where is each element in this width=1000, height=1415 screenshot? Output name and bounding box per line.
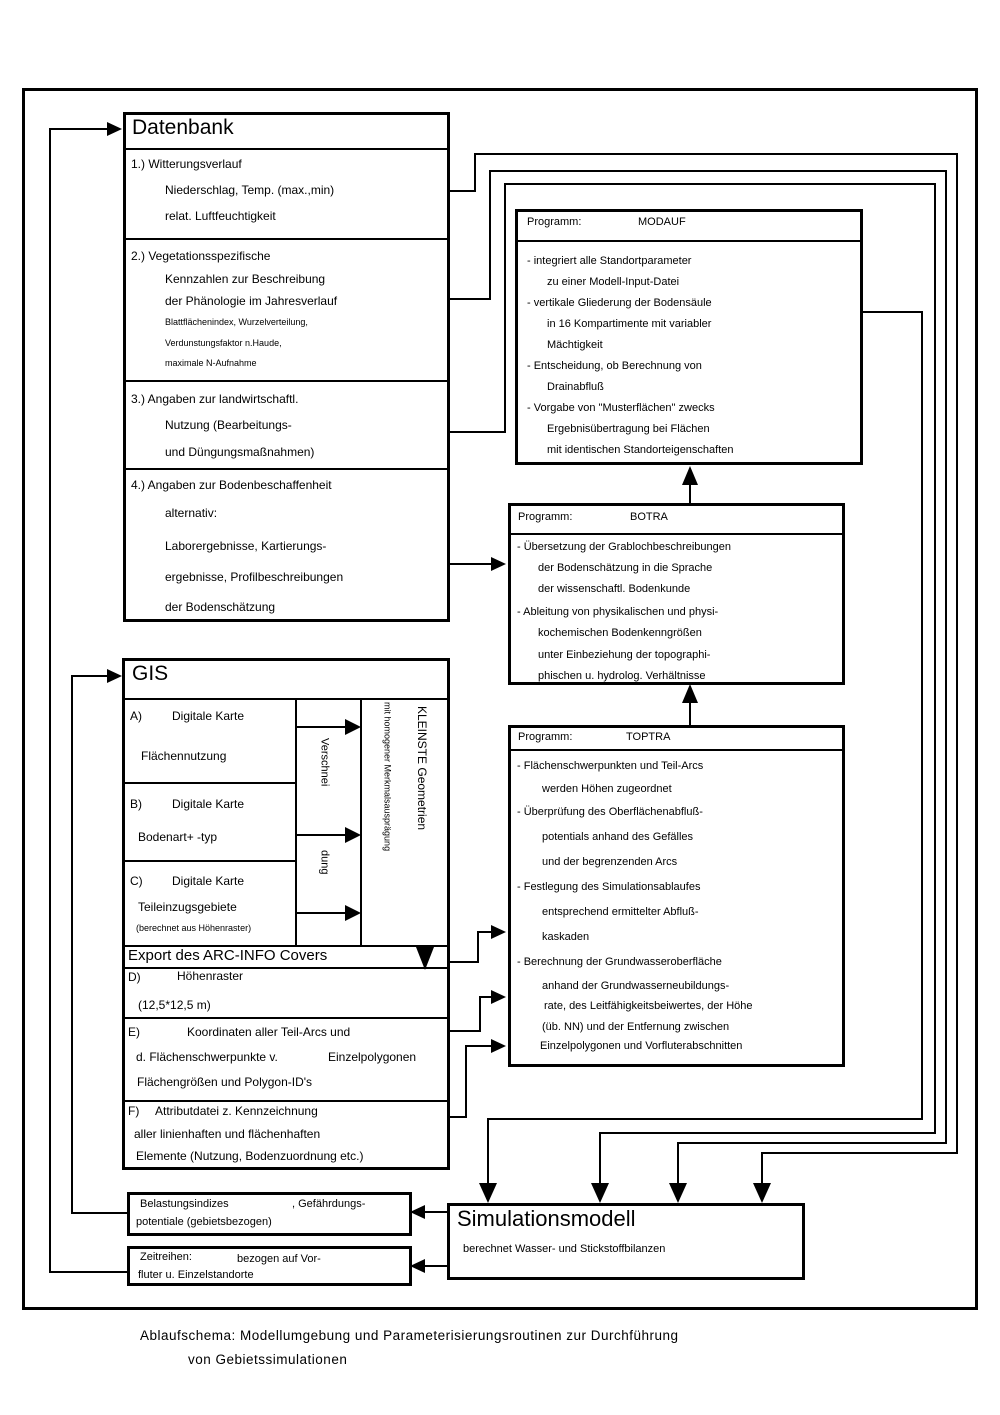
gis-cell-b-line: Digitale Karte (172, 797, 245, 811)
datenbank-sec4-line: alternativ: (165, 506, 218, 520)
gis-cell-b-arrowhead (345, 827, 361, 843)
connector-sim-zeitreihen (423, 1265, 450, 1267)
gis-cell-c-line: Digitale Karte (172, 874, 245, 888)
connector-zeitreihen-datenbank-vertical (49, 128, 51, 1273)
connector-gis-export-b (477, 931, 479, 963)
simulationsmodell-subtitle: berechnet Wasser- und Stickstoffbilanzen (463, 1243, 666, 1255)
datenbank-sec1-line: relat. Luftfeuchtigkeit (165, 209, 276, 223)
toptra-box (508, 725, 845, 1067)
connector-db2-a (450, 298, 491, 300)
diagram-caption-line2: von Gebietssimulationen (188, 1352, 348, 1367)
gis-cell-c-arrowhead (345, 905, 361, 921)
connector-db1-f (761, 1152, 763, 1185)
datenbank-divider-1 (126, 148, 447, 150)
sim-input-arrowhead-4 (753, 1183, 771, 1203)
botra-line: kochemischen Bodenkenngrößen (538, 627, 702, 639)
gis-cell-divider-bc (125, 860, 295, 862)
gis-verschneidung-label: Verschnei (318, 738, 331, 787)
botra-line: - Ableitung von physikalischen und physi- (517, 606, 719, 618)
datenbank-sec4-line: der Bodenschätzung (165, 600, 276, 614)
diagram-caption-line1: Ablaufschema: Modellumgebung und Parameterisierungsroutinen zur Durchführung (140, 1328, 679, 1343)
connector-db3-c (505, 183, 936, 185)
datenbank-divider-4 (126, 468, 447, 470)
sim-input-arrowhead-1 (479, 1183, 497, 1203)
gis-cell-a-line: Digitale Karte (172, 709, 245, 723)
connector-db3-f (599, 1132, 601, 1185)
datenbank-divider-3 (126, 380, 447, 382)
connector-zeitreihen-out (50, 1271, 129, 1273)
toptra-line: kaskaden (542, 931, 590, 943)
datenbank-sec2-line: Kennzahlen zur Beschreibung (165, 272, 326, 286)
datenbank-sec4-line: Laborergebnisse, Kartierungs- (165, 539, 327, 553)
modauf-entry-arrowhead (682, 466, 698, 485)
gis-row-f-tag: F) (128, 1104, 140, 1118)
connector-belastung-out (72, 1212, 127, 1214)
sim-input-arrowhead-3 (669, 1183, 687, 1203)
gis-verschneidung-label: dung (318, 850, 331, 875)
connector-db2-e (678, 1142, 947, 1144)
connector-gis-e-a (450, 1030, 481, 1032)
modauf-title-divider (518, 240, 860, 242)
gis-row-divider-de (125, 1017, 447, 1019)
connector-toptra-botra (689, 702, 691, 726)
gis-cell-a-arrowhead (345, 719, 361, 735)
connector-gis-f-b (465, 1045, 467, 1118)
connector-db2-f (677, 1142, 679, 1185)
datenbank-sec4-line: ergebnisse, Profilbeschreibungen (165, 570, 344, 584)
gis-cell-c-line: Teileinzugsgebiete (138, 900, 237, 914)
gis-cell-c-small: (berechnet aus Höhenraster) (136, 923, 252, 933)
modauf-line: zu einer Modell-Input-Datei (547, 276, 680, 288)
zeitreihen-arrowhead (410, 1259, 425, 1273)
simulationsmodell-title: Simulationsmodell (457, 1206, 636, 1231)
gis-title-divider (125, 698, 447, 700)
gis-cell-b-connector (295, 834, 347, 836)
modauf-line: - integriert alle Standortparameter (527, 255, 692, 267)
datenbank-sec2-small: Verdunstungsfaktor n.Haude, (165, 338, 282, 348)
toptra-title-divider (511, 749, 842, 751)
connector-db3-e (600, 1132, 936, 1134)
botra-bottom-arrowhead (682, 684, 698, 703)
modauf-line: Mächtigkeit (547, 339, 603, 351)
connector-db3-a (450, 431, 506, 433)
connector-db2-b (489, 170, 491, 300)
toptra-line: und der begrenzenden Arcs (542, 856, 678, 868)
toptra-line: anhand der Grundwasserneubildungs- (542, 980, 730, 992)
datenbank-sec4-line: 4.) Angaben zur Bodenbeschaffenheit (131, 478, 332, 492)
gis-merkmal-label: mit homogener Merkmalsausprägung (382, 702, 393, 852)
datenbank-sec2-small: maximale N-Aufnahme (165, 358, 257, 368)
sim-input-arrowhead-2 (591, 1183, 609, 1203)
connector-gis-entry (72, 675, 110, 677)
toptra-line: Einzelpolygonen und Vorfluterabschnitten (540, 1040, 743, 1052)
datenbank-entry-arrowhead (107, 122, 122, 136)
connector-gis-f-c (466, 1045, 493, 1047)
gis-row-e-line: Einzelpolygonen (328, 1050, 417, 1064)
datenbank-sec3-line: und Düngungsmaßnahmen) (165, 445, 315, 459)
botra-line: unter Einbeziehung der topographi- (538, 649, 711, 661)
gis-row-f-line: aller linienhaften und flächenhaften (134, 1127, 321, 1141)
gis-cell-c-connector (295, 912, 347, 914)
gis-row-d-line: Höhenraster (177, 969, 244, 983)
modauf-line: Ergebnisübertragung bei Flächen (547, 423, 710, 435)
toptra-program-label: Programm: (518, 731, 573, 743)
connector-sim-belastung (423, 1211, 450, 1213)
belastungsindizes-line: Belastungsindizes (140, 1198, 229, 1210)
connector-db1-e (762, 1152, 958, 1154)
gis-cell-a-connector (295, 726, 347, 728)
connector-db1-b (474, 153, 476, 192)
connector-db3-b (504, 183, 506, 433)
modauf-line: - Vorgabe von "Musterflächen" zwecks (527, 402, 715, 414)
botra-line: der wissenschaftl. Bodenkunde (538, 583, 691, 595)
connector-db4-botra (450, 563, 493, 565)
modauf-line: - vertikale Gliederung der Bodensäule (527, 297, 712, 309)
gis-cell-c-tag: C) (130, 874, 143, 888)
connector-belastung-gis-vertical (71, 675, 73, 1214)
connector-db1-c (475, 153, 958, 155)
zeitreihen-line: Zeitreihen: (140, 1251, 192, 1263)
toptra-entry-arrowhead-2 (491, 990, 506, 1004)
gis-entry-arrowhead (107, 669, 122, 683)
gis-row-divider-ef (125, 1100, 447, 1102)
belastungsindizes-line: potentiale (gebietsbezogen) (136, 1216, 272, 1228)
datenbank-sec2-small: Blattflächenindex, Wurzelverteilung, (165, 317, 308, 327)
toptra-entry-arrowhead-1 (491, 925, 506, 939)
toptra-line: - Festlegung des Simulationsablaufes (517, 881, 701, 893)
gis-row-e-tag: E) (128, 1025, 140, 1039)
connector-gis-export-a (450, 961, 479, 963)
datenbank-sec3-line: 3.) Angaben zur landwirtschaftl. (131, 392, 299, 406)
connector-db2-d (945, 170, 947, 1144)
connector-botra-modauf (689, 484, 691, 505)
gis-row-f-line: Attributdatei z. Kennzeichnung (155, 1104, 318, 1118)
gis-row-e-line: d. Flächenschwerpunkte v. (136, 1050, 278, 1064)
gis-cell-a-tag: A) (130, 709, 142, 723)
gis-cell-b-tag: B) (130, 797, 142, 811)
modauf-program-name: MODAUF (638, 216, 686, 228)
connector-modauf-c (488, 1118, 923, 1120)
toptra-line: - Berechnung der Grundwasseroberfläche (517, 956, 722, 968)
modauf-line: Drainabfluß (547, 381, 604, 393)
datenbank-sec2-line: der Phänologie im Jahresverlauf (165, 294, 338, 308)
gis-row-d-line: (12,5*12,5 m) (138, 998, 211, 1012)
toptra-line: entsprechend ermittelter Abfluß- (542, 906, 699, 918)
datenbank-sec1-line: 1.) Witterungsverlauf (131, 157, 242, 171)
gis-row-d-tag: D) (128, 970, 141, 984)
connector-gis-e-b (479, 996, 481, 1032)
datenbank-title: Datenbank (132, 116, 234, 139)
botra-line: phischen u. hydrolog. Verhältnisse (538, 670, 706, 682)
toptra-line: rate, des Leitfähigkeitsbeiwertes, der Höhe (544, 1000, 753, 1012)
toptra-line: - Flächenschwerpunkten und Teil-Arcs (517, 760, 704, 772)
toptra-line: - Überprüfung des Oberflächenabfluß- (517, 806, 703, 818)
botra-line: - Übersetzung der Grablochbeschreibungen (517, 541, 732, 553)
connector-datenbank-entry (50, 128, 110, 130)
gis-export-label: Export des ARC-INFO Covers (128, 947, 328, 964)
toptra-line: potentials anhand des Gefälles (542, 831, 694, 843)
datenbank-sec1-line: Niederschlag, Temp. (max.,min) (165, 183, 335, 197)
connector-db1-d (956, 153, 958, 1154)
datenbank-divider-2 (126, 238, 447, 240)
connector-db3-d (934, 183, 936, 1134)
connector-db1-a (450, 190, 476, 192)
connector-modauf-b (921, 311, 923, 1120)
belastungsindizes-line: , Gefährdungs- (292, 1198, 366, 1210)
gis-cell-divider-ab (125, 782, 295, 784)
gis-row-e-line: Flächengrößen und Polygon-ID's (137, 1075, 313, 1089)
botra-program-label: Programm: (518, 511, 573, 523)
gis-column-divider-1 (295, 700, 297, 945)
modauf-program-label: Programm: (527, 216, 582, 228)
datenbank-sec2-line: 2.) Vegetationsspezifische (131, 249, 271, 263)
gis-export-divider-bottom (125, 967, 447, 969)
modauf-line: - Entscheidung, ob Berechnung von (527, 360, 702, 372)
gis-cell-b-line: Bodenart+ -typ (138, 830, 218, 844)
belastung-arrowhead (410, 1205, 425, 1219)
gis-cell-a-line: Flächennutzung (141, 749, 227, 763)
gis-kleinste-label: KLEINSTE Geometrien (414, 706, 429, 831)
connector-db2-c (490, 170, 947, 172)
zeitreihen-line: fluter u. Einzelstandorte (138, 1269, 254, 1281)
toptra-line: werden Höhen zugeordnet (542, 783, 672, 795)
toptra-program-name: TOPTRA (626, 731, 671, 743)
gis-row-f-line: Elemente (Nutzung, Bodenzuordnung etc.) (136, 1149, 364, 1163)
gis-title: GIS (132, 662, 169, 685)
connector-modauf-a (860, 311, 923, 313)
gis-row-e-line: Koordinaten aller Teil-Arcs und (187, 1025, 351, 1039)
datenbank-sec3-line: Nutzung (Bearbeitungs- (165, 418, 292, 432)
toptra-line: (üb. NN) und der Entfernung zwischen (542, 1021, 730, 1033)
toptra-entry-arrowhead-3 (491, 1039, 506, 1053)
connector-modauf-d (487, 1118, 489, 1185)
botra-entry-arrowhead (491, 557, 506, 571)
modauf-line: mit identischen Standorteigenschaften (547, 444, 734, 456)
modauf-line: in 16 Kompartimente mit variabler (547, 318, 712, 330)
zeitreihen-line: bezogen auf Vor- (237, 1253, 321, 1265)
botra-program-name: BOTRA (630, 511, 668, 523)
botra-line: der Bodenschätzung in die Sprache (538, 562, 713, 574)
botra-title-divider (511, 533, 842, 535)
